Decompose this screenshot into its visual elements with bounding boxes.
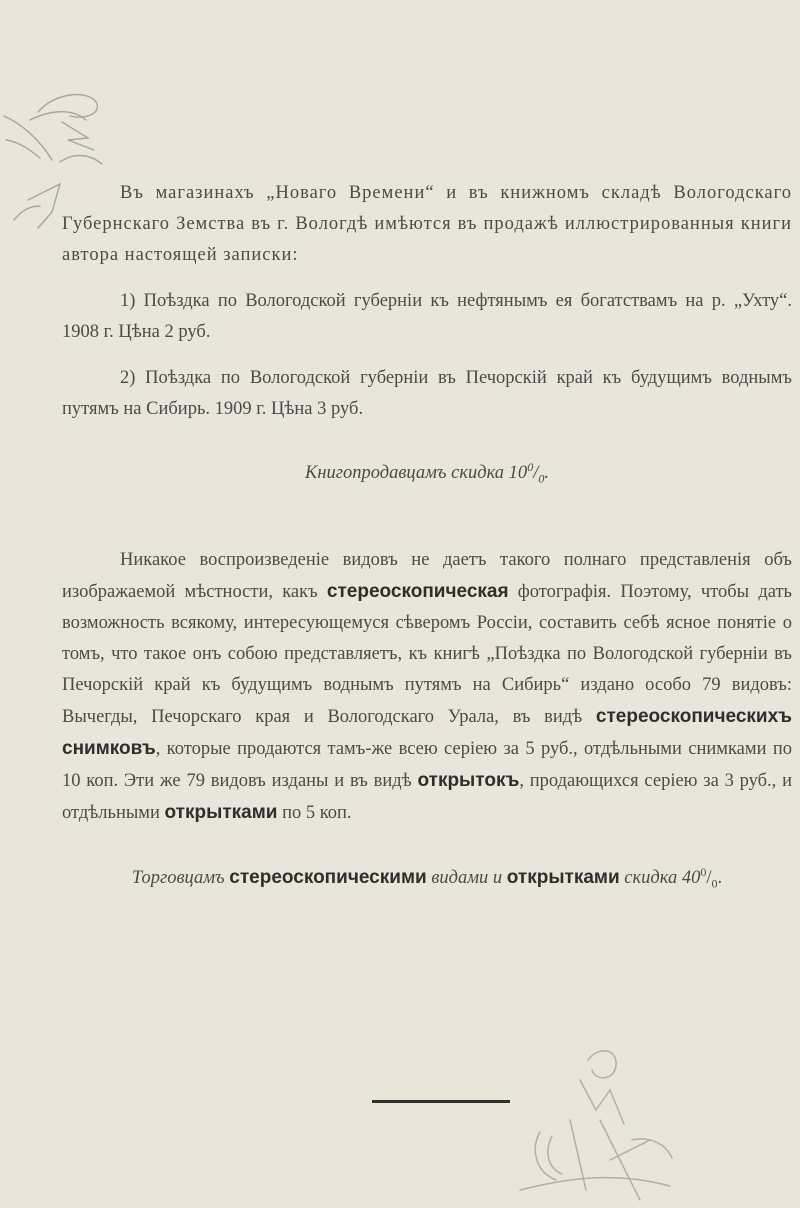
stereo-text-1: Никакое воспроизведеніе видовъ не даетъ такого полнаго представленія объ изображаемой мѣстности, какъ: [62, 550, 792, 602]
trader-percent-top-zero: 0: [700, 864, 707, 879]
stereo-paragraph: [62, 545, 792, 829]
trader-discount-note: Торговцамъ стереоскопическими видами и открытками скидка $40^0/_0$.: [131, 864, 723, 891]
stereo-bold-3: открытокъ: [417, 770, 520, 791]
stereo-text-4: , продающихся серіею за 3 руб., и отдѣльными: [62, 771, 792, 823]
intro-paragraph: Въ магазинахъ „Новаго Времени“ и въ книжномъ складѣ Вологодскаго Губернскаго Земства въ г. Вологдѣ имѣются въ продажѣ иллюстрированныя книги автора настоящей записки:: [62, 183, 792, 265]
percent-bottom-zero: 0: [538, 471, 545, 486]
stereo-text-5: по 5 коп.: [277, 803, 352, 823]
pencil-scribble-bottom: [500, 1040, 680, 1208]
stereo-bold-1: стереоскопическая: [326, 581, 509, 602]
trader-discount-end: .: [717, 868, 723, 888]
closing-rule: [372, 1100, 510, 1103]
bookseller-discount-text: Книгопродавцамъ скидка 10: [305, 463, 528, 483]
trader-text-2: видами и: [426, 868, 507, 888]
trader-text-1: Торговцамъ: [131, 868, 230, 888]
stereo-bold-2: стереоскопическихъ снимковъ: [62, 706, 792, 759]
percent-top-zero: 0: [527, 459, 534, 474]
stereo-text-2: фотографія. Поэтому, чтобы дать возможность всякому, интересующемуся сѣверомъ Россіи, составить себѣ ясное понятіе о томъ, что такое онъ собою представляетъ, къ книгѣ „Поѣздка по Вологодской губерніи въ Печорскій край къ будущимъ воднымъ путямъ на Сибирь“ издано особо 79 видовъ: Вычегды, Печорскаго края и Вологодскаго Урала, въ видѣ: [62, 582, 792, 727]
trader-bold-1: стереоскопическими: [229, 867, 427, 888]
book-item-2: 2) Поѣздка по Вологодской губерніи въ Печорскій край къ будущимъ воднымъ путямъ на Сибирь. 1909 г. Цѣна 3 руб.: [62, 368, 792, 419]
trader-bold-2: открытками: [506, 867, 620, 888]
bookseller-discount-end: .: [544, 463, 549, 483]
stereo-text-3: , которые продаются тамъ-же всею серіею за 5 руб., отдѣльными снимками по 10 коп. Эти же 79 видовъ изданы и въ видѣ: [62, 739, 792, 791]
trader-text-3: скидка 40: [619, 868, 701, 888]
document-text: [62, 178, 792, 894]
trader-percent-bottom-zero: 0: [711, 876, 718, 891]
stereo-bold-4: открытками: [164, 802, 278, 823]
bookseller-discount-note: Книгопродавцамъ скидка $10^0/_0$.: [305, 459, 549, 486]
book-item-1: 1) Поѣздка по Вологодской губерніи къ нефтянымъ ея богатствамъ на р. „Ухту“. 1908 г. Цѣна 2 руб.: [62, 291, 792, 342]
